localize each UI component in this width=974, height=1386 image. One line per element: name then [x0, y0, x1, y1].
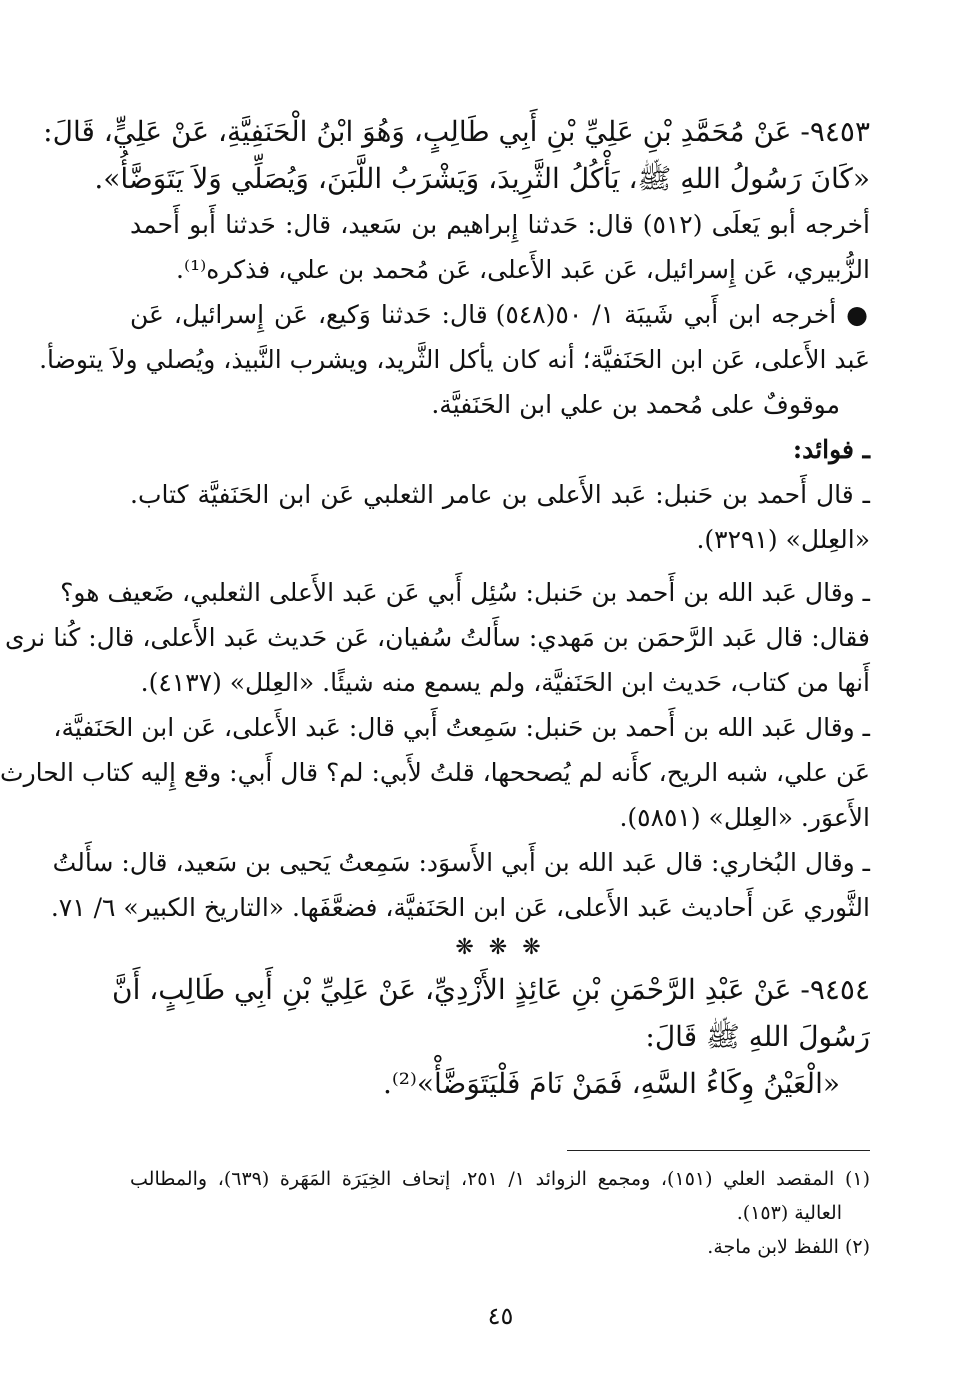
- main-text: [0, 108, 871, 1107]
- footnote-1-line-2: العالية (١٥٣).: [736, 1202, 842, 1224]
- fawaid-line-9: ـ وقال البُخاري: قال عَبد الله بن أَبي الأَسوَد: سَمِعتُ يَحيى بن سَعيد، قال: سأَلتُ: [52, 848, 870, 877]
- hadith-9453-line-2: «كَانَ رَسُولُ اللهِ ﷺ، يَأْكُلُ الثَّرِيدَ، وَيَشْرَبُ اللَّبَنَ، وَيُصَلِّي وَلاَ يَتَوَضَّأُ».: [94, 162, 870, 195]
- mawquf-line: موقوفٌ على مُحمد بن علي ابن الحَنَفيَّة.: [431, 390, 840, 419]
- fawaid-line-1: ـ قال أَحمد بن حَنبل: عَبد الأَعلى بن عامر الثعلبي عَن ابن الحَنَفيَّة كتاب.: [130, 480, 870, 509]
- takhrij-line-1: أخرجه أبو يَعلَى (٥١٢) قال: حَدثنا إِبراهيم بن سَعيد، قال: حَدثنا أَبو أَحمد: [130, 210, 870, 239]
- footnotes: [130, 1162, 870, 1264]
- footnote-1-line-1: (١) المقصد العلي (١٥١)، ومجمع الزوائد ١/ ٢٥١، إتحاف الخِيَرَة المَهَرة (٦٣٩)، والمطالب: [130, 1168, 870, 1190]
- fawaid-heading: ـ فوائد:: [792, 435, 870, 464]
- fawaid-line-6: ـ وقال عَبد الله بن أَحمد بن حَنبل: سَمِعتُ أَبي قال: عَبد الأَعلى، عَن ابن الحَنَفيَّة،: [53, 713, 870, 742]
- fawaid-line-2: «العِلل» (٣٢٩١).: [696, 525, 870, 554]
- hadith-9454-line-1: ٩٤٥٤- عَنْ عَبْدِ الرَّحْمَنِ بْنِ عَائِذٍ الأَزْدِيِّ، عَنْ عَلِيِّ بْنِ أَبِي طَالِبٍ، أَنَّ: [112, 973, 870, 1006]
- page-number: ٤٥: [487, 1302, 514, 1330]
- hadith-9454-line-3: «الْعَيْنُ وِكَاءُ السَّهِ، فَمَنْ نَامَ فَلْيَتَوَضَّأْ»⁽²⁾.: [383, 1067, 840, 1100]
- footnote-divider: [567, 1150, 870, 1151]
- section-separator: ❋ ❋ ❋: [455, 935, 545, 960]
- fawaid-line-8: الأَعوَر. «العِلل» (٥٨٥١).: [619, 803, 870, 832]
- fawaid-line-10: الثَّوري عَن أَحاديث عَبد الأَعلى، عَن ابن الحَنَفيَّة، فضعَّفَها. «التاريخ الكبير» ٦/ ٧١.: [50, 893, 870, 922]
- takhrij-line-2: الزُّبيري، عَن إِسرائيل، عَن عَبد الأَعلى، عَن مُحمد بن علي، فذكره⁽¹⁾.: [176, 255, 870, 284]
- hadith-9453-line-1: ٩٤٥٣- عَنْ مُحَمَّدِ بْنِ عَلِيِّ بْنِ أَبِي طَالِبٍ، وَهُوَ ابْنُ الْحَنَفِيَّةِ، عَنْ عَلِيٍّ، قَالَ:: [43, 115, 870, 148]
- fawaid-line-7: عَن علي، شبه الريح، كأَنه لم يُصححها، قلتُ لأَبي: لم؟ قال أَبي: وقع إِليه كتاب الحارث: [0, 758, 870, 787]
- hadith-9454-line-2: رَسُولَ اللهِ ﷺ قَالَ:: [645, 1020, 870, 1053]
- takhrij-line-4: عَبد الأَعلى، عَن ابن الحَنَفيَّة؛ أنه كان يأكل الثَّريد، ويشرب النَّبيذ، ويُصلي ولاَ يتوضأ.: [39, 345, 870, 374]
- fawaid-line-4: فقال: قال عَبد الرَّحمَن بن مَهدي: سأَلتُ سُفيان، عَن حَديث عَبد الأَعلى، قال: كُنا نرى: [4, 623, 870, 652]
- footnote-2: (٢) اللفظ لابن ماجة.: [707, 1236, 870, 1258]
- takhrij-line-3: ● أخرجه ابن أَبي شَيبَة ١/ ٥٠(٥٤٨) قال: حَدثنا وَكيع، عَن إِسرائيل، عَن: [130, 300, 871, 329]
- fawaid-line-3: ـ وقال عَبد الله بن أَحمد بن حَنبل: سُئِل أَبي عَن عَبد الأَعلى الثعلبي، ضَعيف هو؟: [60, 578, 870, 607]
- fawaid-line-5: أَنها من كتاب، حَديث ابن الحَنَفيَّة، ولم يسمع منه شيئًا. «العِلل» (٤١٣٧).: [140, 668, 870, 697]
